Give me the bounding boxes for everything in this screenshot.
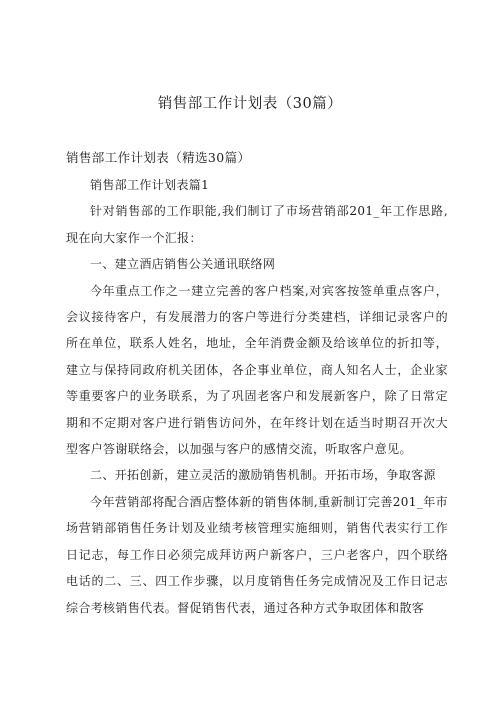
document-subtitle: 销售部工作计划表（精选30篇）: [66, 150, 251, 165]
body-paragraph: 今年重点工作之一建立完善的客户档案,对宾客按签单重点客户，会议接待客户，有发展潜力的客户等进行分类建档，详细记录客户的所在单位，联系人姓名，地址，全年消费金额及给该单位的折扣等，建立与保持同政府机关团体，各企事业单位，商人知名人士，企业家等重要客户的业务联系，为了巩固老客户和发展新客户，除了日常定期和不定期对客户进行销售访问外，在年终计划在适当时期召开次大型客户答谢联络会，以加强与客户的感情交流，听取客户意见。: [66, 283, 448, 457]
section-heading: 销售部工作计划表篇1: [90, 178, 210, 192]
body-paragraph: 今年营销部将配合酒店整体新的销售体制,重新制订完善201_年市场营销部销售任务计划及业绩考核管理实施细则，销售代表实行工作日记志，每工作日必须完成拜访两户新客户，三户老客户，四个联络电话的二、三、四工作步骤，以月度销售任务完成情况及工作日记志综合考核销售代表。督促销售代表，通过各种方式争取团体和散客: [66, 494, 448, 615]
document-title: 销售部工作计划表（30篇）: [157, 96, 343, 112]
body-paragraph: 针对销售部的工作职能,我们制订了市场营销部201_年工作思路,现在向大家作一个汇报：: [66, 204, 448, 245]
section-heading: 一、建立酒店销售公关通讯联络网: [90, 257, 276, 272]
document-body: [66, 172, 448, 621]
section-heading: 二、开拓创新，建立灵活的激励销售机制。开拓市场，争取客源: [90, 468, 436, 483]
